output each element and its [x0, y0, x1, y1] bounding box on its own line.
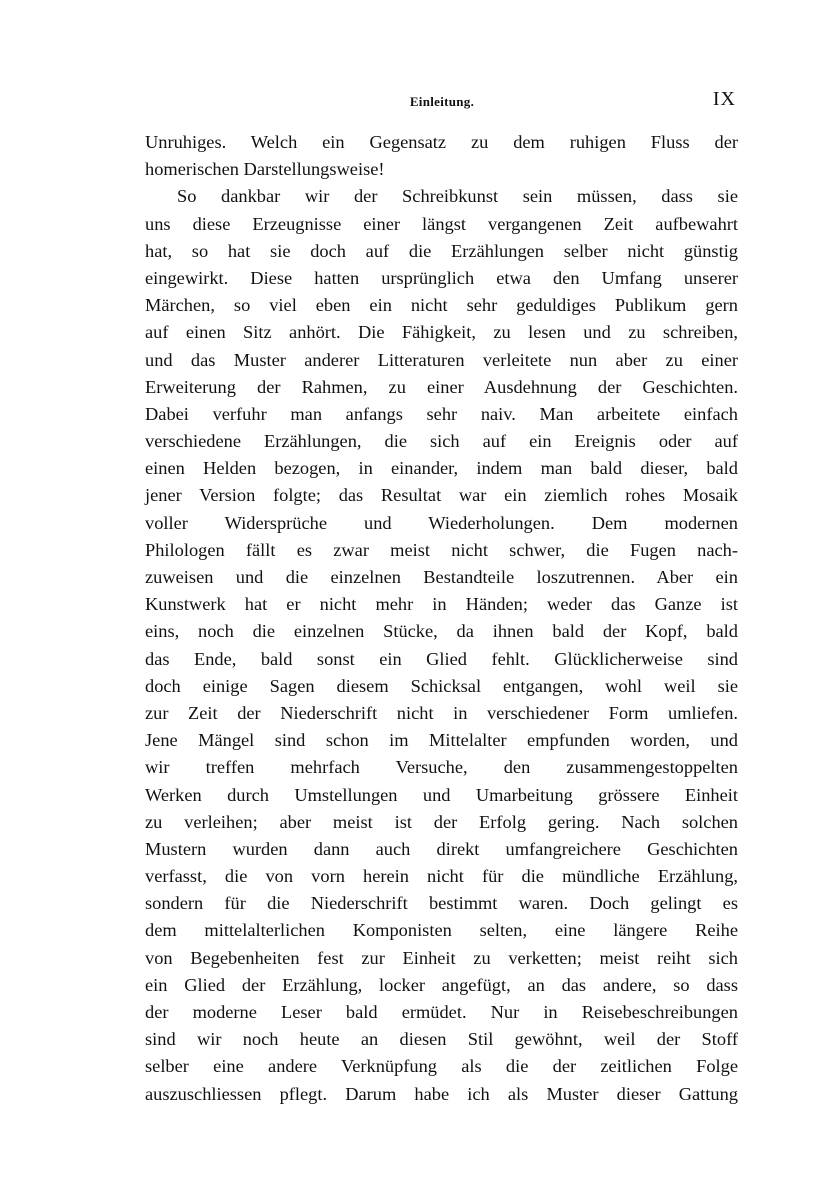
body-text [145, 129, 738, 1108]
text-line: voller Widersprüche und Wiederholungen. Dem modernen [145, 512, 738, 533]
text-line: jener Version folgte; das Resultat war ein ziemlich rohes Mosaik [145, 485, 738, 506]
text-line: So dankbar wir der Schreibkunst sein müssen, dass sie [177, 186, 738, 207]
text-line: ein Glied der Erzählung, locker angefügt, an das andere, so dass [145, 974, 738, 995]
text-line: homerischen Darstellungsweise! [145, 159, 385, 180]
text-line: verschiedene Erzählungen, die sich auf ein Ereignis oder auf [145, 431, 738, 452]
text-line: der moderne Leser bald ermüdet. Nur in Reisebeschreibungen [145, 1002, 738, 1022]
text-line: Märchen, so viel eben ein nicht sehr geduldiges Publikum gern [145, 295, 738, 316]
text-line: zur Zeit der Niederschrift nicht in verschiedener Form umliefen. [145, 702, 738, 723]
text-line: Dabei verfuhr man anfangs sehr naiv. Man arbeitete einfach [145, 403, 738, 424]
text-line: Erweiterung der Rahmen, zu einer Ausdehnung der Geschichten. [145, 376, 738, 397]
text-line: einen Helden bezogen, in einander, indem man bald dieser, bald [145, 458, 738, 479]
text-line: Philologen fällt es zwar meist nicht schwer, die Fugen nach- [145, 539, 738, 560]
text-line: und das Muster anderer Litteraturen verleitete nun aber zu einer [145, 349, 738, 370]
text-line: von Begebenheiten fest zur Einheit zu verketten; meist reiht sich [145, 947, 738, 968]
text-line: Kunstwerk hat er nicht mehr in Händen; weder das Ganze ist [145, 594, 738, 615]
text-line: zuweisen und die einzelnen Bestandteile loszutrennen. Aber ein [145, 567, 738, 587]
text-line: Werken durch Umstellungen und Umarbeitung grössere Einheit [145, 784, 738, 805]
text-line: verfasst, die von vorn herein nicht für die mündliche Erzählung, [145, 866, 738, 887]
running-head [144, 88, 740, 116]
text-line: sondern für die Niederschrift bestimmt waren. Doch gelingt es [145, 893, 738, 914]
text-line: wir treffen mehrfach Versuche, den zusammengestoppelten [145, 757, 738, 778]
text-line: Mustern wurden dann auch direkt umfangreichere Geschichten [145, 838, 738, 859]
text-line: dem mittelalterlichen Komponisten selten, eine längere Reihe [145, 920, 738, 941]
text-line: sind wir noch heute an diesen Stil gewöhnt, weil der Stoff [145, 1029, 738, 1050]
text-line: uns diese Erzeugnisse einer längst vergangenen Zeit aufbewahrt [145, 213, 738, 234]
page-number: IX [712, 88, 736, 110]
text-line: zu verleihen; aber meist ist der Erfolg gering. Nach solchen [145, 811, 738, 832]
text-line: eins, noch die einzelnen Stücke, da ihnen bald der Kopf, bald [145, 621, 738, 642]
text-line: auf einen Sitz anhört. Die Fähigkeit, zu lesen und zu schreiben, [145, 322, 738, 343]
text-line: Jene Mängel sind schon im Mittelalter empfunden worden, und [145, 730, 738, 751]
running-title: Einleitung. [409, 94, 475, 109]
text-line: selber eine andere Verknüpfung als die der zeitlichen Folge [145, 1056, 738, 1077]
text-line: das Ende, bald sonst ein Glied fehlt. Glücklicherweise sind [145, 648, 738, 669]
text-line: doch einige Sagen diesem Schicksal entgangen, wohl weil sie [145, 675, 738, 696]
text-line: auszuschliessen pflegt. Darum habe ich als Muster dieser Gattung [145, 1083, 738, 1104]
text-line: eingewirkt. Diese hatten ursprünglich etwa den Umfang unserer [145, 267, 738, 288]
text-line: hat, so hat sie doch auf die Erzählungen selber nicht günstig [145, 240, 738, 261]
text-line: Unruhiges. Welch ein Gegensatz zu dem ruhigen Fluss der [145, 132, 738, 152]
